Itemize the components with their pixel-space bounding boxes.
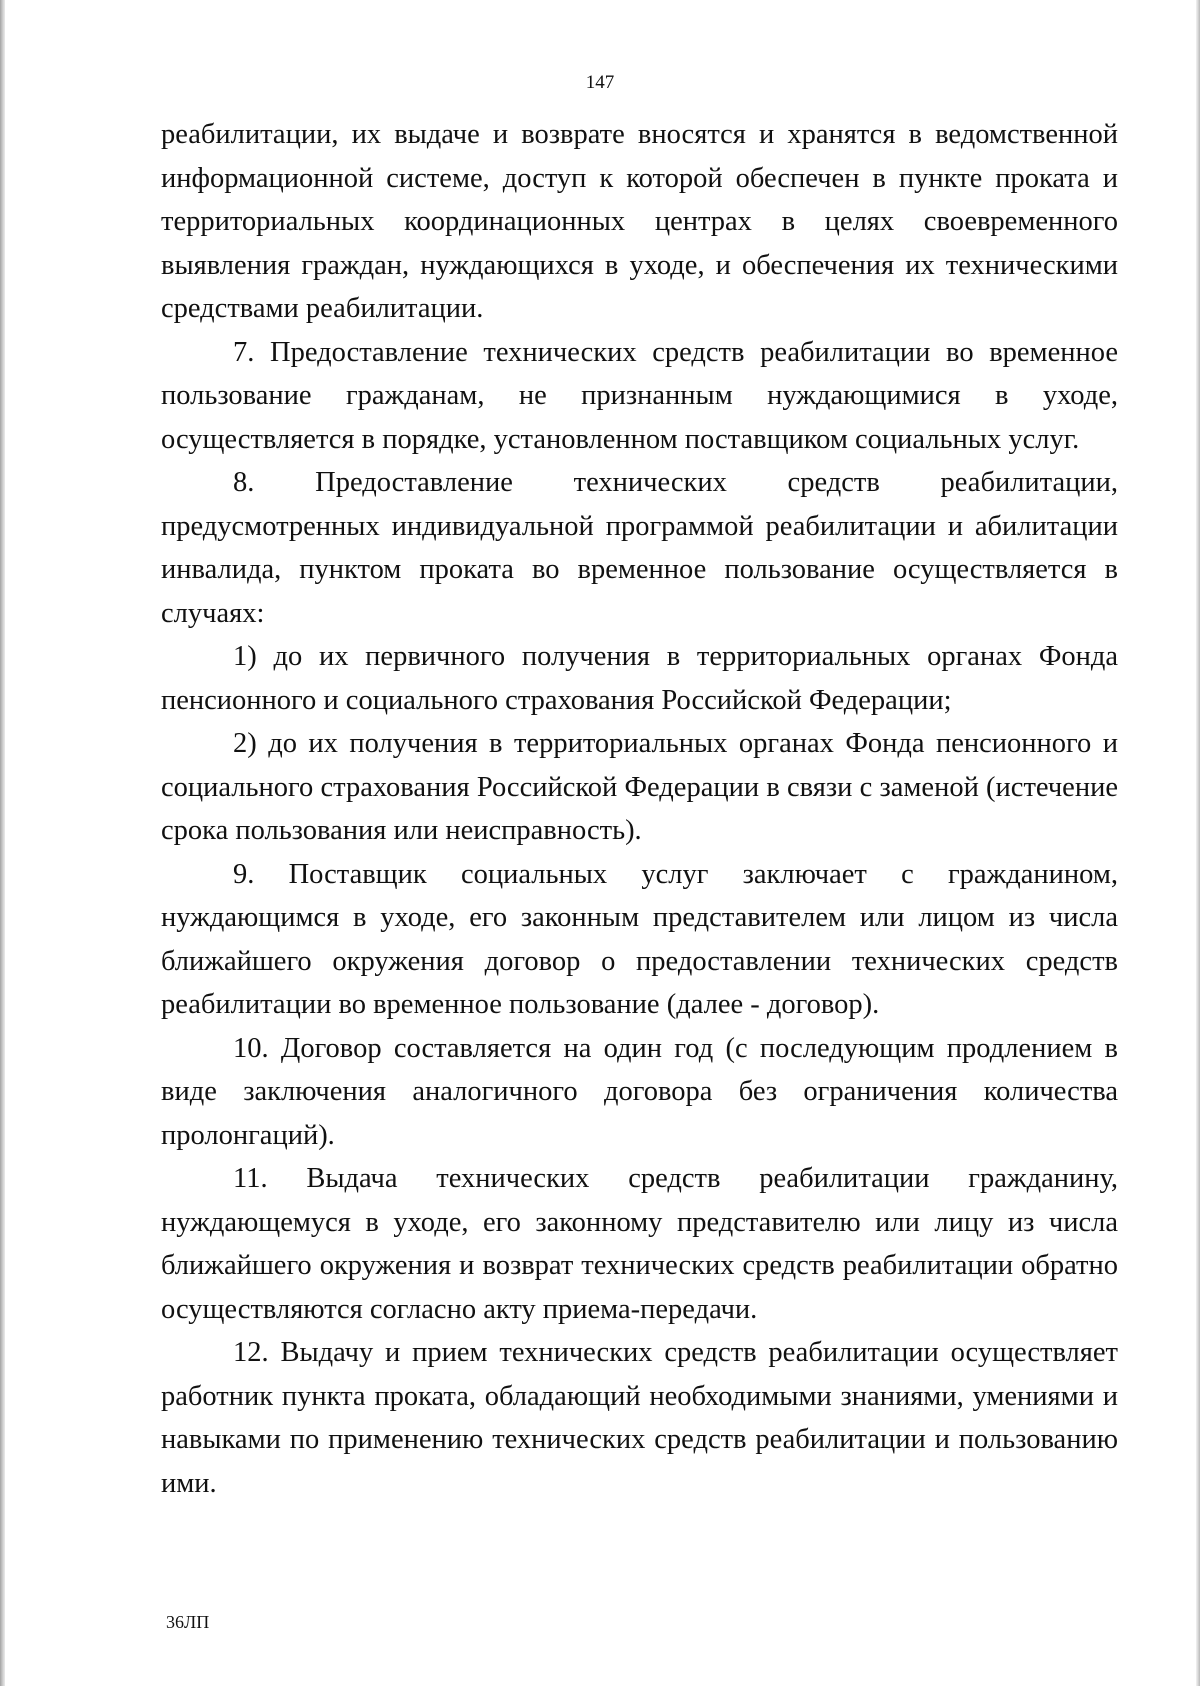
document-body [161, 113, 1118, 1505]
paragraph-item-12: 12. Выдачу и прием технических средств реабилитации осуществляет работник пункта проката, обладающий необходимыми знаниями, умениями и навыками по применению технических средств реабилитации и пользованию ими. [161, 1337, 1118, 1499]
paragraph-item-11: 11. Выдача технических средств реабилитации гражданину, нуждающемуся в уходе, его законному представителю или лицу из числа ближайшего окружения и возврат технических средств реабилитации обратно осуществляются согласно акту приема-передачи. [161, 1163, 1118, 1325]
page-number: 147 [585, 72, 615, 93]
paragraph-subitem-1: 1) до их первичного получения в территориальных органах Фонда пенсионного и социального страхования Российской Федерации; [161, 641, 1118, 716]
scan-edge-right [1196, 0, 1200, 1686]
paragraph-continuation: реабилитации, их выдаче и возврате вносятся и хранятся в ведомственной информационной системе, доступ к которой обеспечен в пункте проката и территориальных координационных центрах в целях своевременного выявления граждан, нуждающихся в уходе, и обеспечения их техническими средствами реабилитации. [161, 119, 1118, 324]
paragraph-item-10: 10. Договор составляется на один год (с последующим продлением в виде заключения аналогичного договора без ограничения количества пролонгаций). [161, 1032, 1118, 1151]
paragraph-item-9: 9. Поставщик социальных услуг заключает с гражданином, нуждающимся в уходе, его законным представителем или лицом из числа ближайшего окружения договор о предоставлении технических средств реабилитации во временное пользование (далее - договор). [161, 858, 1118, 1020]
paragraph-subitem-2: 2) до их получения в территориальных органах Фонда пенсионного и социального страхования Российской Федерации в связи с заменой (истечение срока пользования или неисправность). [161, 728, 1118, 846]
scan-edge-left [0, 0, 5, 1686]
footer-document-code: 36ЛП [166, 1612, 210, 1632]
paragraph-item-7: 7. Предоставление технических средств реабилитации во временное пользование гражданам, не признанным нуждающимися в уходе, осуществляется в порядке, установленном поставщиком социальных услуг. [161, 336, 1118, 455]
paragraph-item-8: 8. Предоставление технических средств реабилитации, предусмотренных индивидуальной программой реабилитации и абилитации инвалида, пунктом проката во временное пользование осуществляется в случаях: [161, 467, 1118, 629]
